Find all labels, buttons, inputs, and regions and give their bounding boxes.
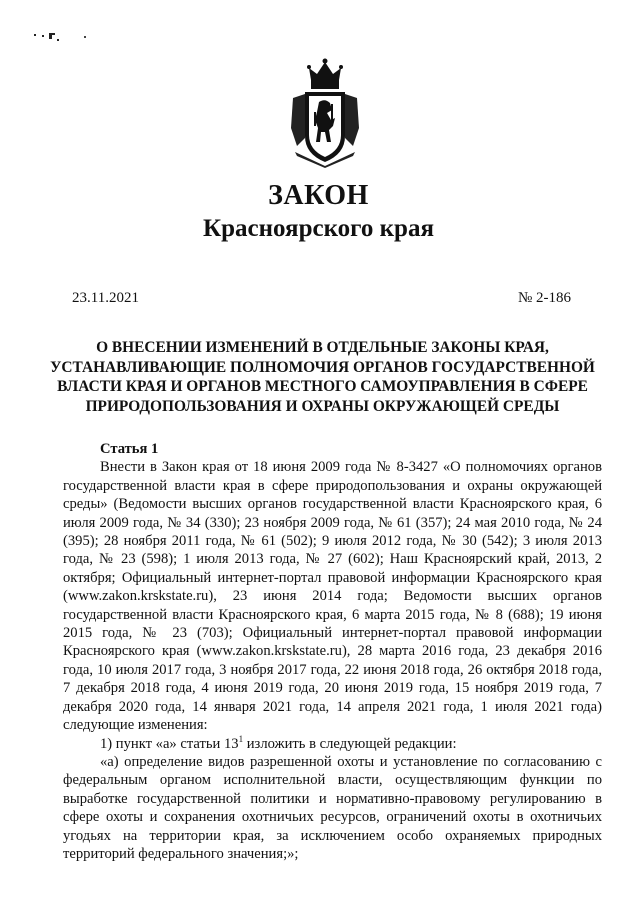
- law-heading: [50, 338, 595, 416]
- amendment-new-text: «а) определение видов разрешенной охоты и установление по согласованию с федеральным органом исполнительной власти, осуществляющим функции по выработке государственной политики и нормативно-правовому регулированию в сфере охоты и сохранения охотничьих ресурсов, ограничений охоты в охотничьих угодьях на территории края, за исключением особо охраняемых природных территорий федерального значения;»;: [63, 753, 602, 862]
- document-title: ЗАКОН: [268, 180, 369, 211]
- amendment-item: [63, 735, 602, 753]
- law-heading-line: ВЛАСТИ КРАЯ И ОРГАНОВ МЕСТНОГО САМОУПРАВЛЕНИЯ В СФЕРЕ: [57, 378, 588, 396]
- article-title: Статья 1: [100, 441, 159, 457]
- krasnoyarsk-coat-of-arms-icon: [287, 58, 363, 168]
- article-paragraph: Внести в Закон края от 18 июня 2009 года № 8-3427 «О полномочиях органов государственной власти края в сфере природопользования и охраны окружающей среды» (Ведомости высших органов государственной власти Красноярского края, 6 июля 2009 года, № 34 (330); 23 ноября 2009 года, № 61 (357); 24 мая 2010 года, № 24 (395); 28 ноября 2011 года, № 61 (502); 9 июля 2012 года, № 30 (542); 3 июля 2013 года, № 23 (598); 1 июля 2013 года, № 27 (602); Наш Красноярский край, 2013, 2 октября; Официальный интернет-портал правовой информации Красноярского края (www.zakon.krskstate.ru), 23 июня 2014 года; Ведомости высших органов государственной власти Красноярского края, 6 марта 2015 года, № 8 (688); 19 июня 2015 года, № 23 (703); Официальный интернет-портал правовой информации Красноярского края (www.zakon.krskstate.ru), 28 марта 2016 года, 23 декабря 2016 года, 10 июля 2017 года, 3 ноября 2017 года, 22 июня 2018 года, 26 октября 2018 года, 7 декабря 2018 года, 4 июня 2019 года, 20 июня 2019 года, 15 ноября 2019 года, 7 декабря 2020 года, 14 января 2021 года, 14 апреля 2021 года, 1 июля 2021 года) следующие изменения:: [63, 459, 602, 734]
- law-heading-line: УСТАНАВЛИВАЮЩИЕ ПОЛНОМОЧИЯ ОРГАНОВ ГОСУДАРСТВЕННОЙ: [50, 358, 595, 376]
- amendment-item-superscript: 1: [238, 733, 244, 744]
- document-subtitle: Красноярского края: [203, 215, 434, 242]
- law-body: [63, 440, 602, 863]
- law-heading-line: О ВНЕСЕНИИ ИЗМЕНЕНИЙ В ОТДЕЛЬНЫЕ ЗАКОНЫ КРАЯ,: [96, 339, 549, 356]
- document-number: № 2-186: [517, 290, 571, 306]
- scan-specks: [34, 30, 104, 46]
- amendment-item-text-end: изложить в следующей редакции:: [243, 735, 457, 752]
- document-date: 23.11.2021: [72, 290, 139, 306]
- law-heading-line: ПРИРОДОПОЛЬЗОВАНИЯ И ОХРАНЫ ОКРУЖАЮЩЕЙ СРЕДЫ: [85, 397, 560, 415]
- amendment-item-text: 1) пункт «а» статьи 13: [100, 735, 239, 752]
